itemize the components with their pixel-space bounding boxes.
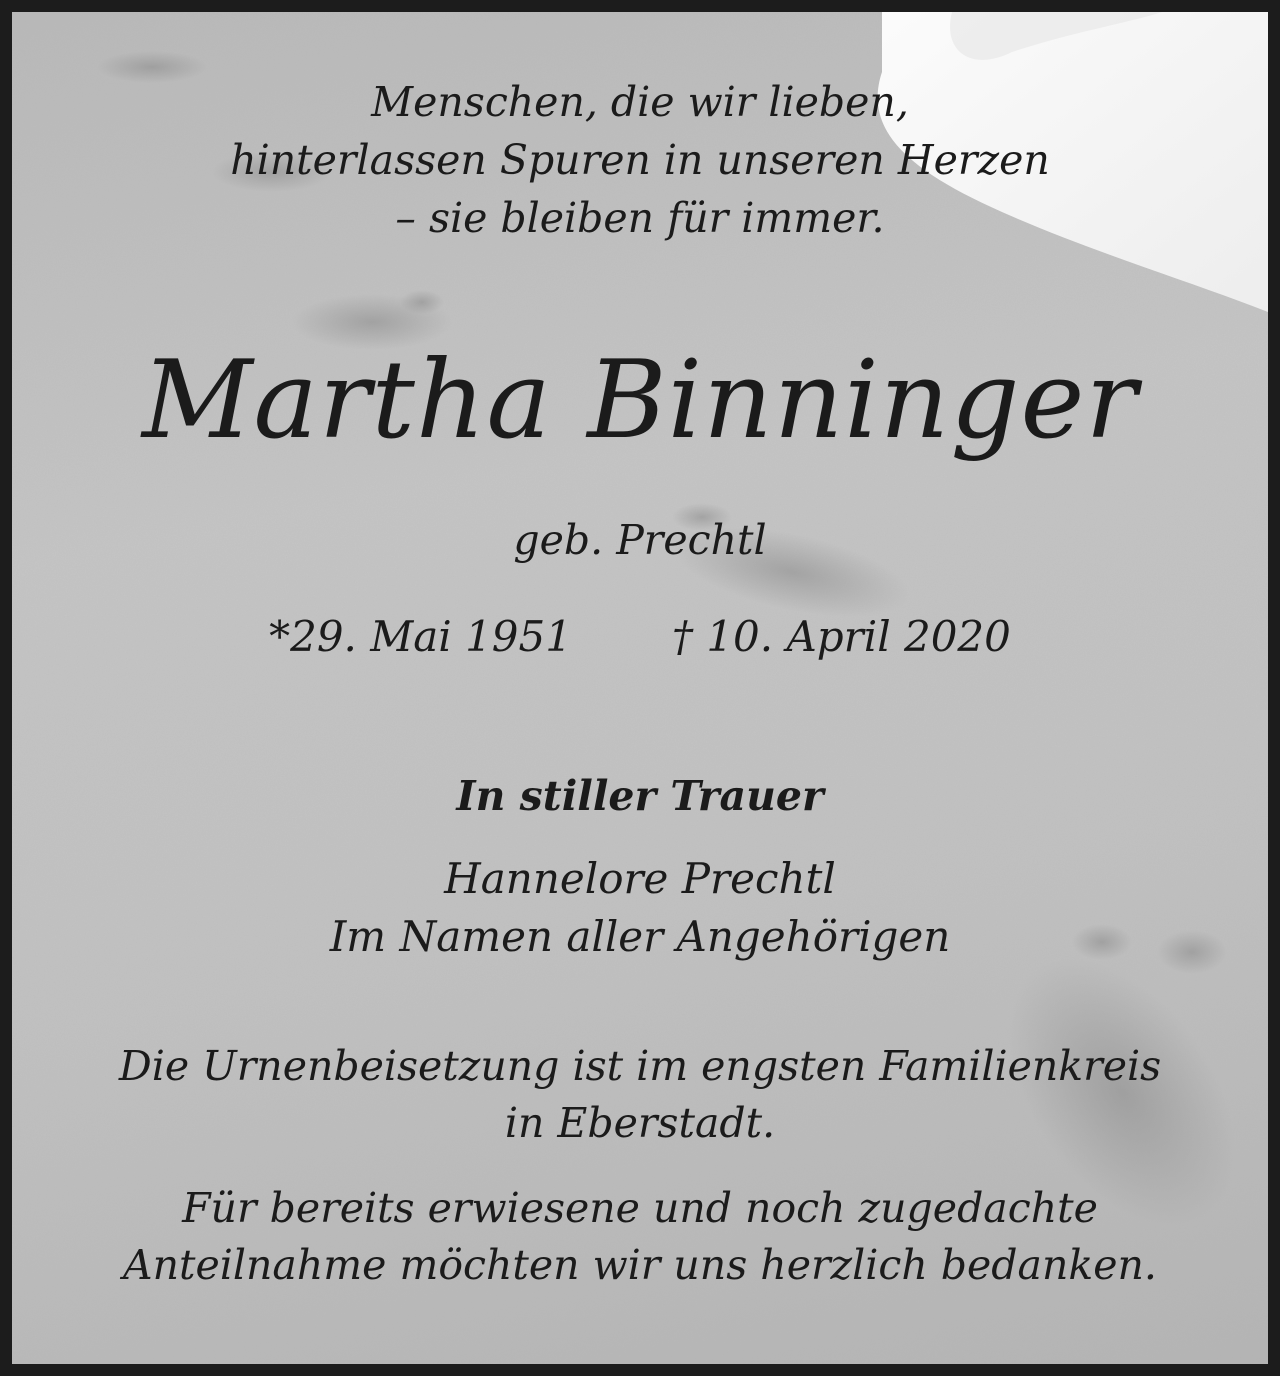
- thanks-line-1: Für bereits erwiesene und noch zugedachte: [182, 1184, 1098, 1232]
- mourner-note: Im Namen aller Angehörigen: [329, 912, 951, 961]
- death-date: † 10. April 2020: [671, 612, 1011, 661]
- motto-line-1: Menschen, die wir lieben,: [371, 78, 909, 126]
- mourning-heading: In stiller Trauer: [456, 772, 824, 820]
- birth-date: *29. Mai 1951: [269, 612, 572, 661]
- life-dates: [12, 612, 1268, 661]
- burial-line-1: Die Urnenbeisetzung ist im engsten Familienkreis: [118, 1042, 1162, 1090]
- mourner-name: Hannelore Prechtl: [444, 854, 836, 903]
- thanks-line-2: Anteilnahme möchten wir uns herzlich bedanken.: [123, 1241, 1157, 1289]
- deceased-name: Martha Binninger: [141, 338, 1139, 463]
- obituary-text: [12, 12, 1268, 1364]
- burial-line-2: in Eberstadt.: [504, 1099, 776, 1147]
- motto-line-2: hinterlassen Spuren in unseren Herzen: [230, 136, 1050, 184]
- motto-line-3: – sie bleiben für immer.: [395, 194, 885, 242]
- birth-name: geb. Prechtl: [513, 516, 767, 564]
